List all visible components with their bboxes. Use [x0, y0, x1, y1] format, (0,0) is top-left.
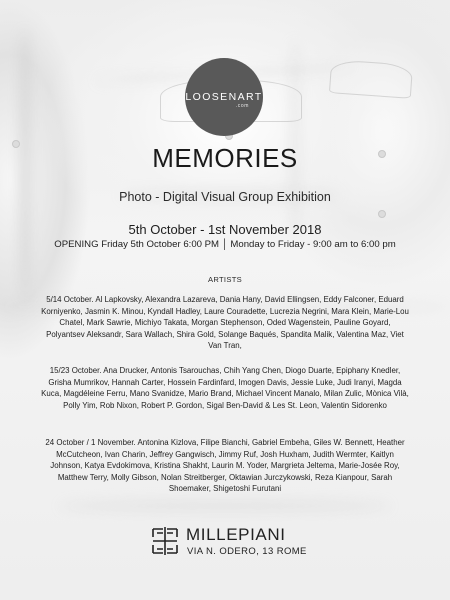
exhibition-subtitle: Photo - Digital Visual Group Exhibition: [119, 190, 331, 204]
fabric-fold: [290, 40, 300, 240]
shirt-collar: [329, 59, 413, 99]
millepiani-logo-icon: [150, 525, 180, 557]
exhibition-dates: 5th October - 1st November 2018: [128, 222, 322, 237]
opening-hours: OPENING Friday 5th October 6:00 PM │ Monday to Friday - 9:00 am to 6:00 pm: [54, 239, 396, 250]
logo-name: LOOSENART: [185, 91, 263, 103]
exhibition-title: MEMORIES: [152, 143, 298, 173]
artist-group-1: 5/14 October. Al Lapkovsky, Alexandra Lazareva, Dania Hany, David Ellingsen, Eddy Falconer, Eduard Korniyenko, Jasmin K. Minou, Kyndall Hadley, Laure Couradette, Lucrezia Negrini, Mara Klein, Marie-Lou Chatel, Mark Sawrie, Michiyo Takata, Morgan Stephenson, Oded Wagenstein, Pauline Goyard, Polyantsev Aleksandr, Sara Wallach, Shira Gold, Solange Baqués, Spandita Malik, Valentina Maz, Viet Van Tran,: [41, 295, 409, 351]
venue-name: MILLEPIANI: [186, 525, 286, 544]
artist-group-2: 15/23 October. Ana Drucker, Antonis Tsarouchas, Chih Yang Chen, Diogo Duarte, Epiphany Knedler, Grisha Mumrikov, Hannah Carter, Hossein Fardinfard, Imogen Davis, Jessie Luke, Judi Iranyi, Magda Kuca, Magdéleine Ferru, Mano Svanidze, Mario Brand, Michael Vincent Manalo, Milan Zulic, Mònica Vilà, Polly Yim, Rob Nixon, Robert P. Gordon, Sigal Ben-David & Les St. Leon, Valentin Sidorenko: [41, 366, 409, 410]
logo-domain: .com: [235, 103, 249, 109]
artists-heading: ARTISTS: [207, 275, 243, 284]
artist-group-3: 24 October / 1 November. Antonina Kizlova, Filipe Bianchi, Gabriel Embeha, Giles W. Bennett, Heather McCutcheon, Ivan Charin, Jeffrey Gangwisch, Jimmy Ruf, Josh Huxham, Judith Wermter, Kaitlyn Johnson, Katya Evdokimova, Kristina Shakht, Laurin M. Yoder, Margrieta Jeltema, Marie-Josée Roy, Matthew Terry, Molly Gibson, Nolan Streitberger, Oktawian Jurczykowski, Reza Kianpour, Sarah Shoemaker, Shigetoshi Furutani: [45, 438, 405, 494]
fabric-fold: [60, 500, 390, 512]
venue-address: VIA N. ODERO, 13 ROME: [187, 546, 307, 557]
shirt-button: [378, 210, 386, 218]
loosenart-logo[interactable]: [185, 58, 263, 136]
